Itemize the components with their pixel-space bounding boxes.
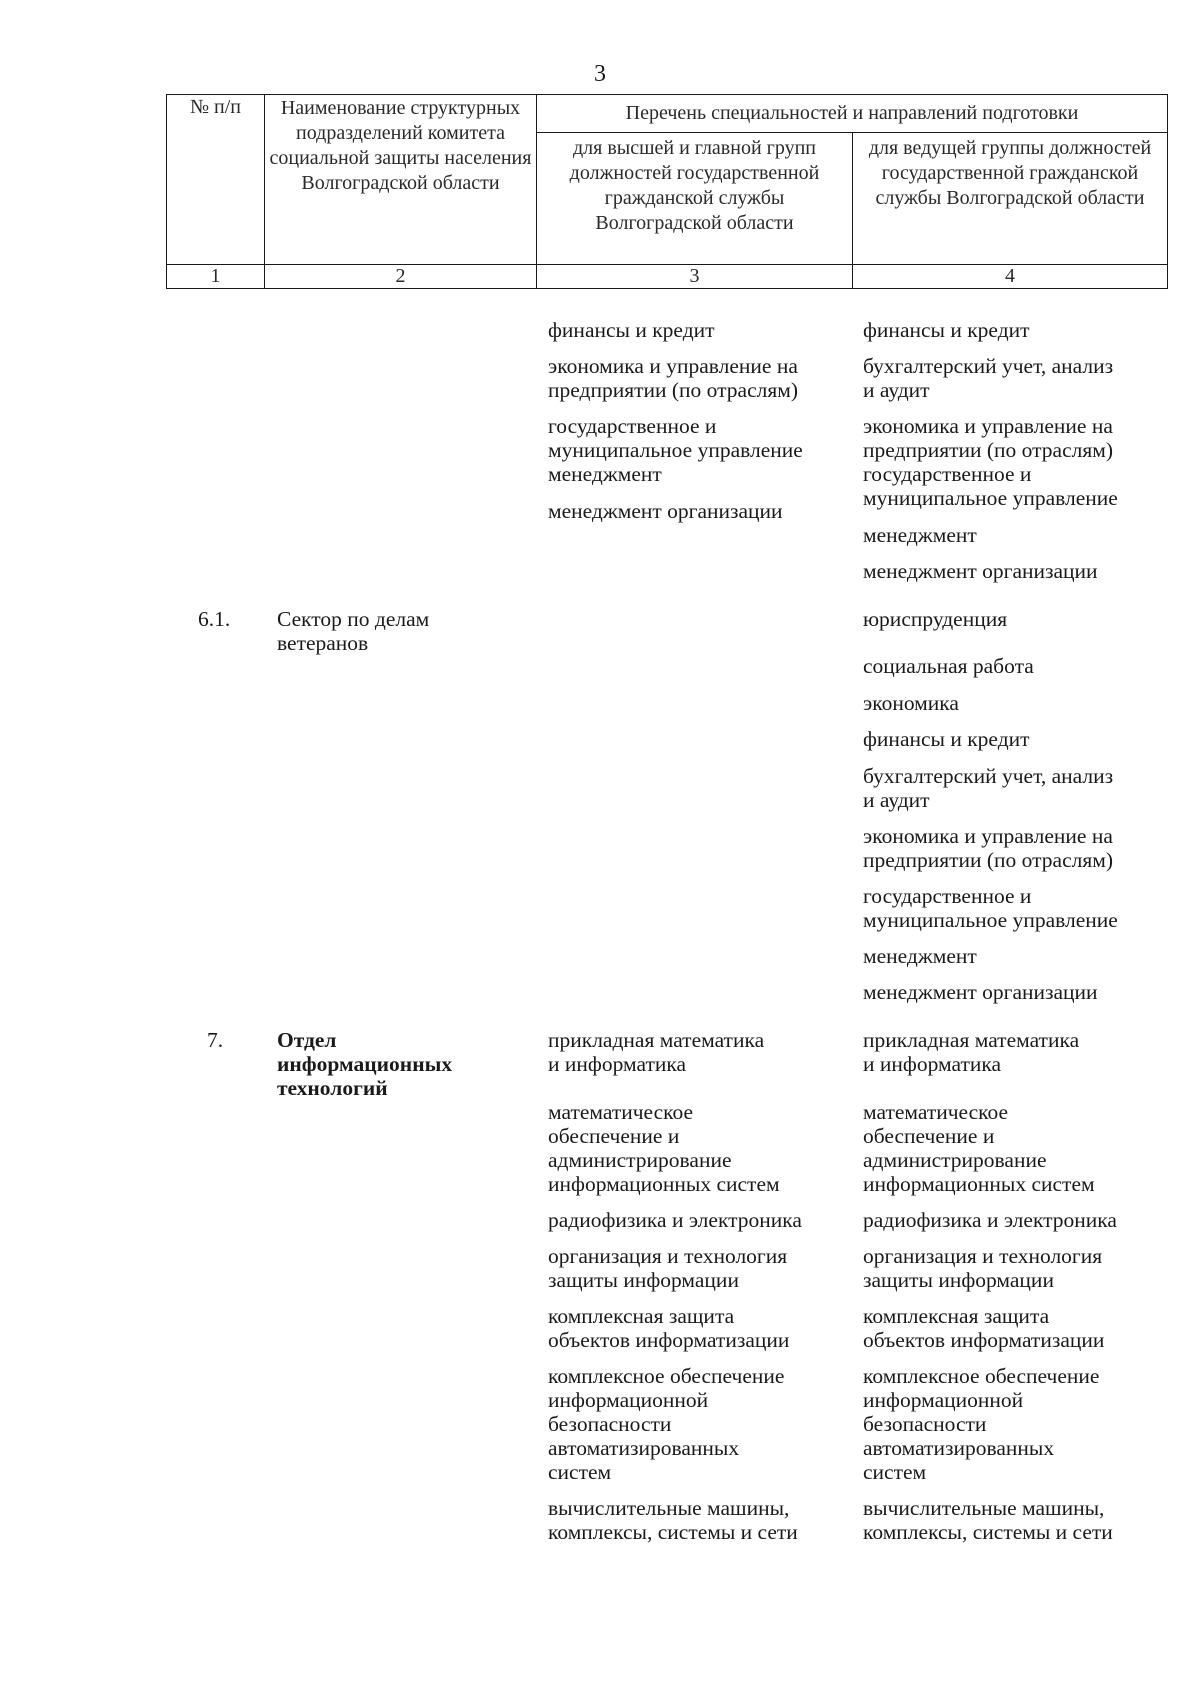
section-number: 6.1.	[198, 607, 231, 631]
list-item: финансы и кредит	[863, 727, 1030, 751]
list-item: государственное и муниципальное управление менеджмент	[548, 414, 803, 486]
column-number-4: 4	[853, 265, 1168, 289]
list-item: радиофизика и электроника	[863, 1208, 1117, 1232]
column-number-3: 3	[537, 265, 853, 289]
list-item: менеджмент организации	[863, 559, 1098, 583]
column-number-2: 2	[265, 265, 537, 289]
list-item: экономика и управление на предприятии (по отраслям) государственное и муниципальное управление	[863, 414, 1118, 510]
list-item: экономика	[863, 691, 959, 715]
list-item: комплексное обеспечение информационной безопасности автоматизированных систем	[863, 1364, 1100, 1484]
list-item: экономика и управление на предприятии (по отраслям)	[548, 354, 799, 402]
list-item: социальная работа	[863, 654, 1034, 678]
section-title: Отдел информационных технологий	[277, 1028, 453, 1100]
list-item: финансы и кредит	[863, 318, 1030, 342]
header-specialties-list: Перечень специальностей и направлений подготовки	[537, 95, 1168, 133]
list-item: менеджмент	[863, 523, 977, 547]
list-item: вычислительные машины, комплексы, системы и сети	[548, 1496, 798, 1544]
table-header	[166, 94, 1168, 289]
header-number: № п/п	[167, 95, 265, 265]
list-item: комплексная защита объектов информатизации	[548, 1304, 790, 1352]
list-item: организация и технология защиты информации	[548, 1244, 788, 1292]
list-item: комплексное обеспечение информационной безопасности автоматизированных систем	[548, 1364, 785, 1484]
list-item: финансы и кредит	[548, 318, 715, 342]
column-number-1: 1	[167, 265, 265, 289]
list-item: математическое обеспечение и администрирование информационных систем	[548, 1100, 780, 1196]
header-subdivision-name: Наименование структурных подразделений комитета социальной защиты населения Волгоградской области	[265, 95, 537, 265]
list-item: математическое обеспечение и администрирование информационных систем	[863, 1100, 1095, 1196]
list-item: государственное и муниципальное управление	[863, 884, 1118, 932]
list-item: прикладная математика и информатика	[548, 1028, 765, 1076]
list-item: менеджмент	[863, 944, 977, 968]
list-item: менеджмент организации	[548, 499, 783, 523]
list-item: прикладная математика и информатика	[863, 1028, 1080, 1076]
section-title: Сектор по делам ветеранов	[277, 607, 430, 655]
list-item: радиофизика и электроника	[548, 1208, 802, 1232]
list-item: экономика и управление на предприятии (по отраслям)	[863, 824, 1114, 872]
list-item: бухгалтерский учет, анализ и аудит	[863, 354, 1114, 402]
list-item: комплексная защита объектов информатизации	[863, 1304, 1105, 1352]
section-number: 7.	[207, 1028, 224, 1052]
list-item: вычислительные машины, комплексы, системы и сети	[863, 1496, 1113, 1544]
list-item: юриспруденция	[863, 607, 1008, 631]
list-item: организация и технология защиты информации	[863, 1244, 1103, 1292]
header-senior-group: для высшей и главной групп должностей государственной гражданской службы Волгоградской области	[537, 133, 853, 265]
page-number: 3	[594, 61, 606, 87]
list-item: бухгалтерский учет, анализ и аудит	[863, 764, 1114, 812]
header-leading-group: для ведущей группы должностей государственной гражданской службы Волгоградской области	[853, 133, 1168, 265]
list-item: менеджмент организации	[863, 980, 1098, 1004]
